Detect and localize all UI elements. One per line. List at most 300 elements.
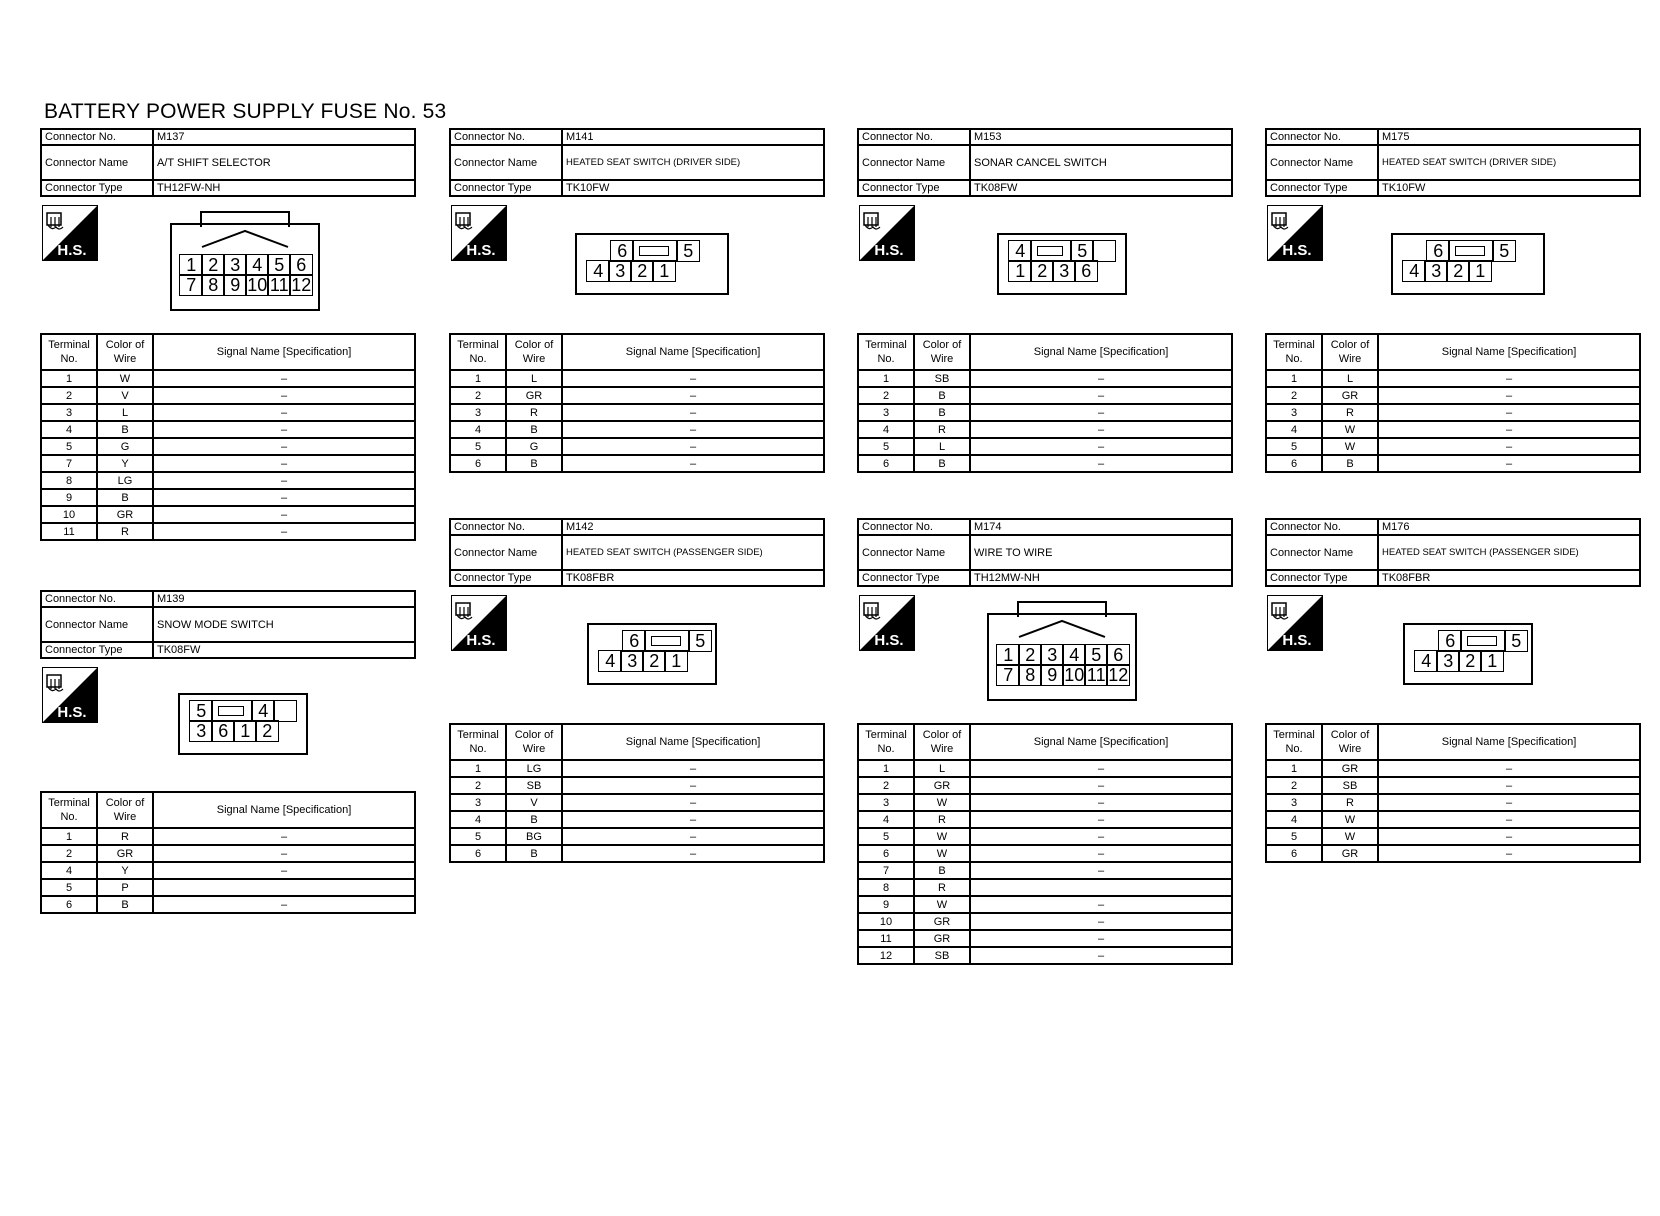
connector-no-label: Connector No. bbox=[1266, 519, 1378, 535]
pin-number: 11 bbox=[1084, 664, 1108, 686]
table-row bbox=[858, 879, 1232, 896]
pin-empty bbox=[273, 700, 297, 722]
connector-latch bbox=[1467, 636, 1497, 646]
connector-face-diagram bbox=[1403, 623, 1533, 685]
connector-hood bbox=[1017, 601, 1107, 617]
signal-name: – bbox=[1378, 760, 1640, 777]
pin-number: 8 bbox=[201, 274, 225, 296]
pin-number: 2 bbox=[642, 650, 666, 672]
pin-number: 2 bbox=[1446, 260, 1470, 282]
pin-number: 5 bbox=[1492, 240, 1516, 262]
terminal-number: 5 bbox=[41, 879, 97, 896]
pin-number: 1 bbox=[1480, 650, 1504, 672]
signal-name-header: Signal Name [Specification] bbox=[562, 724, 824, 760]
terminal-number: 1 bbox=[1266, 370, 1322, 387]
pin-number: 1 bbox=[1008, 260, 1032, 282]
pin-number: 12 bbox=[1108, 664, 1129, 685]
table-row bbox=[41, 489, 415, 506]
terminal-table bbox=[40, 791, 416, 914]
table-row bbox=[1266, 370, 1640, 387]
signal-name: – bbox=[562, 438, 824, 455]
table-row bbox=[450, 794, 824, 811]
connector-type-value: TH12FW-NH bbox=[153, 180, 415, 196]
terminal-number: 4 bbox=[41, 421, 97, 438]
pin-empty bbox=[211, 700, 253, 722]
terminal-number: 2 bbox=[41, 387, 97, 404]
terminal-no-header: Terminal No. bbox=[1266, 724, 1322, 760]
connector-name-value: HEATED SEAT SWITCH (PASSENGER SIDE) bbox=[562, 535, 824, 570]
hs-badge-label: H.S. bbox=[57, 704, 87, 721]
signal-name: – bbox=[153, 862, 415, 879]
connector-name-label: Connector Name bbox=[450, 145, 562, 180]
connector-no-value: M153 bbox=[970, 129, 1232, 145]
connector-no-value: M175 bbox=[1378, 129, 1640, 145]
connector-diagram bbox=[449, 197, 825, 333]
connector-name-value: SNOW MODE SWITCH bbox=[153, 607, 415, 642]
terminal-number: 10 bbox=[858, 913, 914, 930]
terminal-number: 2 bbox=[858, 387, 914, 404]
signal-name: – bbox=[1378, 370, 1640, 387]
wire-color: L bbox=[506, 370, 562, 387]
terminal-table bbox=[40, 333, 416, 541]
signal-name: – bbox=[1378, 845, 1640, 862]
connector-no-value: M142 bbox=[562, 519, 824, 535]
pin-empty bbox=[1030, 240, 1072, 262]
table-row bbox=[858, 845, 1232, 862]
signal-name: – bbox=[153, 404, 415, 421]
table-row bbox=[858, 777, 1232, 794]
wire-color: GR bbox=[914, 930, 970, 947]
connector-no-label: Connector No. bbox=[858, 129, 970, 145]
wire-color: G bbox=[506, 438, 562, 455]
table-row bbox=[858, 896, 1232, 913]
connector-block-m176 bbox=[1265, 518, 1641, 863]
wire-color: R bbox=[1322, 404, 1378, 421]
connector-no-label: Connector No. bbox=[450, 519, 562, 535]
wire-color: GR bbox=[1322, 387, 1378, 404]
signal-name: – bbox=[562, 794, 824, 811]
pin-number: 3 bbox=[1424, 260, 1448, 282]
table-row bbox=[858, 828, 1232, 845]
terminal-number: 1 bbox=[858, 370, 914, 387]
wire-color: GR bbox=[914, 777, 970, 794]
signal-name: – bbox=[562, 760, 824, 777]
wire-color: W bbox=[1322, 811, 1378, 828]
connector-face-diagram bbox=[587, 623, 717, 685]
pin-number: 4 bbox=[1008, 240, 1032, 262]
wire-color: B bbox=[914, 404, 970, 421]
wire-color: W bbox=[914, 828, 970, 845]
connector-no-label: Connector No. bbox=[41, 129, 153, 145]
connector-type-label: Connector Type bbox=[1266, 570, 1378, 586]
connector-face-diagram bbox=[575, 233, 729, 295]
connector-block-m141 bbox=[449, 128, 825, 473]
pin-number: 6 bbox=[211, 720, 235, 742]
wire-color: P bbox=[97, 879, 153, 896]
table-row bbox=[1266, 421, 1640, 438]
pin-empty bbox=[1460, 630, 1506, 652]
table-row bbox=[450, 370, 824, 387]
pin-number: 3 bbox=[1052, 260, 1076, 282]
harness-side-icon bbox=[42, 667, 98, 723]
connector-type-label: Connector Type bbox=[450, 570, 562, 586]
connector-latch bbox=[1037, 246, 1063, 256]
connector-type-value: TK08FBR bbox=[1378, 570, 1640, 586]
pin-number: 5 bbox=[676, 240, 700, 262]
pin-number: 1 bbox=[179, 254, 203, 276]
terminal-number: 11 bbox=[858, 930, 914, 947]
wire-color: SB bbox=[1322, 777, 1378, 794]
signal-name: – bbox=[562, 370, 824, 387]
wire-color: R bbox=[1322, 794, 1378, 811]
terminal-number: 1 bbox=[858, 760, 914, 777]
hs-badge-label: H.S. bbox=[466, 632, 496, 649]
pin-number: 3 bbox=[620, 650, 644, 672]
table-row bbox=[41, 862, 415, 879]
table-row bbox=[41, 438, 415, 455]
connector-diagram bbox=[40, 197, 416, 333]
table-row bbox=[41, 879, 415, 896]
signal-name bbox=[970, 879, 1232, 896]
pin-number: 9 bbox=[1040, 664, 1064, 686]
hs-badge-label: H.S. bbox=[1282, 632, 1312, 649]
terminal-number: 4 bbox=[858, 421, 914, 438]
color-of-wire-header: Color of Wire bbox=[506, 334, 562, 370]
harness-side-icon bbox=[1267, 595, 1323, 651]
signal-name: – bbox=[970, 421, 1232, 438]
wire-color: R bbox=[914, 421, 970, 438]
table-row bbox=[858, 794, 1232, 811]
signal-name: – bbox=[970, 913, 1232, 930]
wire-color: W bbox=[1322, 828, 1378, 845]
connector-name-value: A/T SHIFT SELECTOR bbox=[153, 145, 415, 180]
terminal-number: 6 bbox=[450, 455, 506, 472]
terminal-number: 5 bbox=[450, 828, 506, 845]
table-row bbox=[450, 421, 824, 438]
pin-number: 2 bbox=[255, 720, 279, 742]
color-of-wire-header: Color of Wire bbox=[506, 724, 562, 760]
wire-color: W bbox=[1322, 421, 1378, 438]
signal-name: – bbox=[970, 760, 1232, 777]
connector-info-table bbox=[40, 590, 416, 659]
page-title: BATTERY POWER SUPPLY FUSE No. 53 bbox=[44, 100, 447, 123]
harness-side-icon bbox=[42, 205, 98, 261]
signal-name bbox=[153, 879, 415, 896]
signal-name: – bbox=[1378, 438, 1640, 455]
signal-name-header: Signal Name [Specification] bbox=[153, 792, 415, 828]
connector-type-value: TK08FW bbox=[153, 642, 415, 658]
connector-type-value: TK08FBR bbox=[562, 570, 824, 586]
color-of-wire-header: Color of Wire bbox=[1322, 724, 1378, 760]
wire-color: B bbox=[914, 862, 970, 879]
connector-no-label: Connector No. bbox=[450, 129, 562, 145]
pin-empty bbox=[644, 630, 690, 652]
signal-name: – bbox=[153, 438, 415, 455]
table-row bbox=[41, 845, 415, 862]
pin-number: 4 bbox=[1062, 644, 1086, 666]
connector-latch bbox=[1455, 246, 1485, 256]
signal-name: – bbox=[153, 370, 415, 387]
wire-color: V bbox=[97, 387, 153, 404]
connector-name-value: HEATED SEAT SWITCH (DRIVER SIDE) bbox=[1378, 145, 1640, 180]
connector-info-table bbox=[449, 128, 825, 197]
pin-number: 1 bbox=[233, 720, 257, 742]
wire-color: GR bbox=[97, 506, 153, 523]
wire-color: L bbox=[914, 438, 970, 455]
connector-type-value: TK10FW bbox=[1378, 180, 1640, 196]
table-row bbox=[41, 421, 415, 438]
signal-name: – bbox=[1378, 387, 1640, 404]
wire-color: R bbox=[914, 879, 970, 896]
connector-face-diagram bbox=[1391, 233, 1545, 295]
wire-color: SB bbox=[506, 777, 562, 794]
table-row bbox=[1266, 794, 1640, 811]
signal-name: – bbox=[970, 828, 1232, 845]
terminal-number: 5 bbox=[1266, 828, 1322, 845]
connector-type-value: TK08FW bbox=[970, 180, 1232, 196]
signal-name: – bbox=[562, 421, 824, 438]
table-row bbox=[41, 828, 415, 845]
terminal-number: 5 bbox=[858, 828, 914, 845]
table-row bbox=[41, 387, 415, 404]
signal-name: – bbox=[562, 845, 824, 862]
terminal-table bbox=[857, 723, 1233, 965]
pin-number: 6 bbox=[622, 630, 646, 652]
terminal-no-header: Terminal No. bbox=[41, 792, 97, 828]
harness-side-icon bbox=[451, 205, 507, 261]
wire-color: LG bbox=[506, 760, 562, 777]
terminal-number: 2 bbox=[1266, 777, 1322, 794]
pin-number: 3 bbox=[223, 254, 247, 276]
pin-number: 4 bbox=[251, 700, 275, 722]
signal-name: – bbox=[970, 794, 1232, 811]
wire-color: B bbox=[506, 421, 562, 438]
connector-type-label: Connector Type bbox=[858, 180, 970, 196]
hs-badge-label: H.S. bbox=[1282, 242, 1312, 259]
table-row bbox=[1266, 404, 1640, 421]
pin-empty bbox=[1092, 240, 1116, 262]
pin-number: 8 bbox=[1018, 664, 1042, 686]
wire-color: W bbox=[97, 370, 153, 387]
terminal-number: 2 bbox=[41, 845, 97, 862]
signal-name: – bbox=[153, 421, 415, 438]
wire-color: B bbox=[914, 387, 970, 404]
wire-color: W bbox=[914, 896, 970, 913]
signal-name: – bbox=[562, 455, 824, 472]
signal-name-header: Signal Name [Specification] bbox=[153, 334, 415, 370]
terminal-number: 1 bbox=[450, 760, 506, 777]
pin-number: 5 bbox=[688, 630, 712, 652]
pin-number: 3 bbox=[608, 260, 632, 282]
wire-color: B bbox=[97, 421, 153, 438]
table-row bbox=[41, 523, 415, 540]
terminal-number: 8 bbox=[41, 472, 97, 489]
connector-latch bbox=[651, 636, 681, 646]
pin-empty bbox=[1448, 240, 1494, 262]
terminal-number: 6 bbox=[450, 845, 506, 862]
pin-number: 1 bbox=[652, 260, 676, 282]
color-of-wire-header: Color of Wire bbox=[1322, 334, 1378, 370]
signal-name: – bbox=[153, 828, 415, 845]
connector-name-value: WIRE TO WIRE bbox=[970, 535, 1232, 570]
pin-number: 10 bbox=[1064, 664, 1085, 685]
wire-color: R bbox=[914, 811, 970, 828]
terminal-number: 3 bbox=[450, 404, 506, 421]
signal-name: – bbox=[562, 387, 824, 404]
terminal-no-header: Terminal No. bbox=[1266, 334, 1322, 370]
pin-number: 5 bbox=[189, 700, 213, 722]
connector-name-value: SONAR CANCEL SWITCH bbox=[970, 145, 1232, 180]
harness-side-icon bbox=[859, 205, 915, 261]
connector-type-label: Connector Type bbox=[41, 180, 153, 196]
table-row bbox=[1266, 845, 1640, 862]
table-row bbox=[858, 387, 1232, 404]
connector-name-label: Connector Name bbox=[858, 145, 970, 180]
table-row bbox=[450, 438, 824, 455]
table-row bbox=[858, 913, 1232, 930]
connector-lock-tab bbox=[1017, 617, 1107, 639]
hs-badge-label: H.S. bbox=[57, 242, 87, 259]
table-row bbox=[858, 404, 1232, 421]
connector-no-label: Connector No. bbox=[858, 519, 970, 535]
connector-type-label: Connector Type bbox=[1266, 180, 1378, 196]
pin-number: 3 bbox=[189, 720, 213, 742]
terminal-table bbox=[1265, 333, 1641, 473]
signal-name-header: Signal Name [Specification] bbox=[1378, 724, 1640, 760]
wire-color: B bbox=[506, 455, 562, 472]
table-row bbox=[858, 811, 1232, 828]
signal-name: – bbox=[970, 777, 1232, 794]
pin-number: 1 bbox=[996, 644, 1020, 666]
terminal-number: 3 bbox=[858, 794, 914, 811]
connector-info-table bbox=[857, 128, 1233, 197]
terminal-table bbox=[449, 723, 825, 863]
wire-color: B bbox=[506, 811, 562, 828]
table-row bbox=[1266, 455, 1640, 472]
harness-side-icon bbox=[451, 595, 507, 651]
signal-name: – bbox=[562, 777, 824, 794]
connector-name-label: Connector Name bbox=[858, 535, 970, 570]
terminal-number: 5 bbox=[858, 438, 914, 455]
wire-color: W bbox=[1322, 438, 1378, 455]
table-row bbox=[1266, 777, 1640, 794]
connector-diagram bbox=[1265, 197, 1641, 333]
terminal-number: 7 bbox=[41, 455, 97, 472]
pin-number: 2 bbox=[1030, 260, 1054, 282]
connector-no-value: M137 bbox=[153, 129, 415, 145]
signal-name: – bbox=[970, 455, 1232, 472]
wire-color: B bbox=[97, 896, 153, 913]
connector-name-value: HEATED SEAT SWITCH (DRIVER SIDE) bbox=[562, 145, 824, 180]
signal-name: – bbox=[1378, 828, 1640, 845]
terminal-number: 1 bbox=[41, 828, 97, 845]
signal-name: – bbox=[1378, 777, 1640, 794]
terminal-number: 3 bbox=[1266, 794, 1322, 811]
terminal-number: 12 bbox=[858, 947, 914, 964]
pin-number: 9 bbox=[223, 274, 247, 296]
signal-name: – bbox=[1378, 421, 1640, 438]
terminal-number: 3 bbox=[1266, 404, 1322, 421]
connector-info-table bbox=[1265, 518, 1641, 587]
connector-hood bbox=[200, 211, 290, 227]
connector-no-value: M139 bbox=[153, 591, 415, 607]
signal-name: – bbox=[1378, 794, 1640, 811]
pin-number: 4 bbox=[598, 650, 622, 672]
terminal-no-header: Terminal No. bbox=[450, 334, 506, 370]
terminal-number: 1 bbox=[450, 370, 506, 387]
signal-name: – bbox=[970, 387, 1232, 404]
terminal-number: 6 bbox=[858, 455, 914, 472]
signal-name: – bbox=[153, 845, 415, 862]
connector-name-label: Connector Name bbox=[1266, 535, 1378, 570]
signal-name: – bbox=[153, 523, 415, 540]
hs-badge-label: H.S. bbox=[874, 632, 904, 649]
wire-color: L bbox=[914, 760, 970, 777]
terminal-number: 7 bbox=[858, 862, 914, 879]
signal-name: – bbox=[1378, 455, 1640, 472]
terminal-number: 1 bbox=[1266, 760, 1322, 777]
connector-no-value: M141 bbox=[562, 129, 824, 145]
connector-block-m175 bbox=[1265, 128, 1641, 473]
connector-name-label: Connector Name bbox=[41, 607, 153, 642]
wire-color: B bbox=[506, 845, 562, 862]
signal-name: – bbox=[970, 370, 1232, 387]
pin-number: 6 bbox=[1106, 644, 1130, 666]
pin-number: 6 bbox=[289, 254, 313, 276]
terminal-number: 6 bbox=[41, 896, 97, 913]
signal-name: – bbox=[153, 506, 415, 523]
connector-block-m139 bbox=[40, 590, 416, 914]
connector-no-label: Connector No. bbox=[41, 591, 153, 607]
wire-color: R bbox=[506, 404, 562, 421]
connector-latch bbox=[639, 246, 669, 256]
terminal-no-header: Terminal No. bbox=[858, 724, 914, 760]
pin-number: 3 bbox=[1436, 650, 1460, 672]
connector-block-m174 bbox=[857, 518, 1233, 965]
connector-info-table bbox=[449, 518, 825, 587]
connector-no-value: M174 bbox=[970, 519, 1232, 535]
pin-number: 2 bbox=[630, 260, 654, 282]
terminal-no-header: Terminal No. bbox=[41, 334, 97, 370]
pin-number: 3 bbox=[1040, 644, 1064, 666]
pin-number: 4 bbox=[1414, 650, 1438, 672]
terminal-number: 4 bbox=[1266, 811, 1322, 828]
connector-block-m142 bbox=[449, 518, 825, 863]
terminal-number: 2 bbox=[450, 777, 506, 794]
wire-color: GR bbox=[1322, 760, 1378, 777]
table-row bbox=[858, 862, 1232, 879]
table-row bbox=[858, 760, 1232, 777]
signal-name: – bbox=[153, 896, 415, 913]
pin-number: 2 bbox=[1458, 650, 1482, 672]
table-row bbox=[450, 811, 824, 828]
pin-number: 11 bbox=[267, 274, 291, 296]
terminal-number: 5 bbox=[450, 438, 506, 455]
connector-face-diagram bbox=[997, 233, 1127, 295]
connector-type-label: Connector Type bbox=[41, 642, 153, 658]
connector-diagram bbox=[857, 587, 1233, 723]
table-row bbox=[858, 947, 1232, 964]
signal-name: – bbox=[970, 404, 1232, 421]
terminal-number: 2 bbox=[450, 387, 506, 404]
table-row bbox=[858, 421, 1232, 438]
signal-name: – bbox=[153, 455, 415, 472]
signal-name-header: Signal Name [Specification] bbox=[970, 724, 1232, 760]
connector-lock-tab bbox=[200, 227, 290, 249]
terminal-number: 6 bbox=[1266, 845, 1322, 862]
connector-block-m137 bbox=[40, 128, 416, 541]
connector-info-table bbox=[857, 518, 1233, 587]
